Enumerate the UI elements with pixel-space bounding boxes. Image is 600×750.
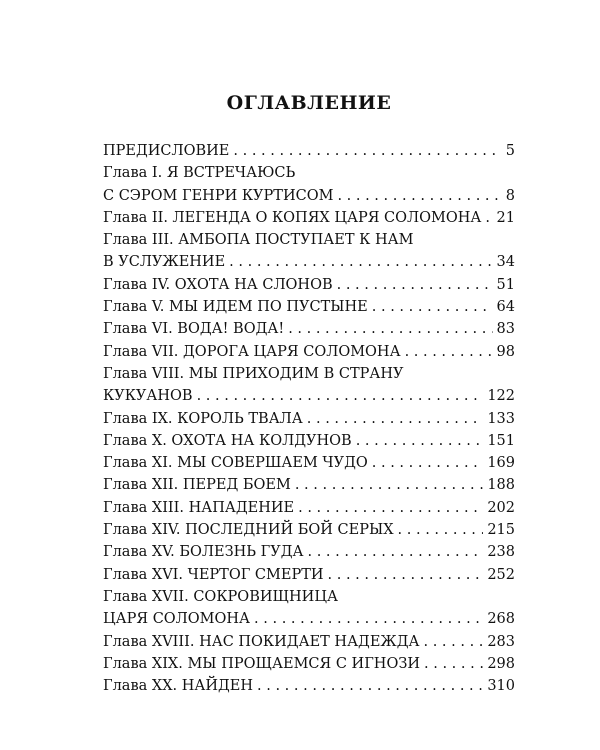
toc-entry (103, 430, 515, 452)
toc-entry-title: Глава XIX. МЫ ПРОЩАЕМСЯ С ИГНОЗИ (103, 655, 421, 672)
dot-leader (405, 341, 493, 363)
toc-entry (103, 541, 515, 563)
dot-leader (337, 274, 493, 296)
toc-entry-title: Глава XI. МЫ СОВЕРШАЕМ ЧУДО (103, 455, 368, 472)
toc-page-number: 298 (487, 655, 515, 672)
dot-leader (308, 541, 484, 563)
toc-entry (103, 408, 515, 430)
toc-entry (103, 675, 515, 697)
toc-entry-line (103, 608, 515, 630)
toc-entry-line (103, 519, 515, 541)
toc-entry-line (103, 408, 515, 430)
toc-entry-line (103, 274, 515, 296)
toc-entry-line (103, 430, 515, 452)
toc-page-number: 215 (487, 522, 515, 539)
toc-entry-title-part: Глава III. АМБОПА ПОСТУПАЕТ К НАМ (103, 232, 414, 249)
dot-leader (372, 296, 493, 318)
toc-page-number: 8 (505, 187, 515, 204)
toc-entry-title: В УСЛУЖЕНИЕ (103, 254, 226, 271)
dot-leader (307, 408, 484, 430)
toc-entry (103, 229, 515, 274)
toc-page-number: 268 (487, 611, 515, 628)
toc-entry (103, 296, 515, 318)
dot-leader (356, 430, 484, 452)
toc-entry-line (103, 385, 515, 407)
toc-entry-title: Глава X. ОХОТА НА КОЛДУНОВ (103, 432, 352, 449)
dot-leader (328, 564, 484, 586)
table-of-contents (103, 140, 515, 697)
dot-leader (337, 185, 501, 207)
toc-entry-title: Глава II. ЛЕГЕНДА О КОПЯХ ЦАРЯ СОЛОМОНА (103, 209, 482, 226)
toc-entry-title: Глава XV. БОЛЕЗНЬ ГУДА (103, 544, 304, 561)
toc-entry-title: Глава XX. НАЙДЕН (103, 678, 254, 695)
dot-leader (424, 653, 483, 675)
toc-page-number: 34 (496, 254, 515, 271)
toc-entry-title: Глава VI. ВОДА! ВОДА! (103, 321, 285, 338)
toc-entry (103, 452, 515, 474)
toc-entry-title: Глава IX. КОРОЛЬ ТВАЛА (103, 410, 303, 427)
toc-entry-line (103, 162, 515, 184)
toc-entry-line (103, 207, 515, 229)
toc-entry (103, 497, 515, 519)
toc-entry-line (103, 474, 515, 496)
toc-page-number: 151 (487, 432, 515, 449)
toc-entry (103, 207, 515, 229)
toc-page-number: 188 (487, 477, 515, 494)
toc-page-number: 283 (487, 633, 515, 650)
toc-entry (103, 140, 515, 162)
toc-entry-line (103, 251, 515, 273)
toc-entry (103, 474, 515, 496)
toc-entry-title: КУКУАНОВ (103, 388, 193, 405)
dot-leader (485, 207, 492, 229)
toc-page-number: 133 (487, 410, 515, 427)
toc-page-number: 122 (487, 388, 515, 405)
toc-page-number: 98 (496, 343, 515, 360)
toc-entry (103, 564, 515, 586)
toc-entry-line (103, 318, 515, 340)
toc-page-number: 310 (487, 678, 515, 695)
toc-entry-title-part: Глава XVII. СОКРОВИЩНИЦА (103, 588, 338, 605)
toc-entry-title: ПРЕДИСЛОВИЕ (103, 143, 230, 159)
toc-entry-title: Глава XII. ПЕРЕД БОЕМ (103, 477, 291, 494)
toc-entry (103, 341, 515, 363)
toc-page-number: 169 (487, 455, 515, 472)
toc-entry-line (103, 586, 515, 608)
toc-page-number: 5 (505, 143, 515, 159)
toc-entry-line (103, 653, 515, 675)
book-page (103, 92, 515, 697)
toc-entry-line (103, 541, 515, 563)
dot-leader (257, 675, 483, 697)
dot-leader (372, 452, 484, 474)
toc-entry-title: Глава XIV. ПОСЛЕДНИЙ БОЙ СЕРЫХ (103, 522, 394, 539)
toc-entry (103, 586, 515, 631)
dot-leader (233, 140, 501, 162)
toc-page-number: 64 (496, 299, 515, 316)
toc-entry-line (103, 185, 515, 207)
toc-entry-title: Глава XIII. НАПАДЕНИЕ (103, 499, 295, 516)
dot-leader (424, 631, 484, 653)
toc-entry-line (103, 452, 515, 474)
toc-entry-line (103, 497, 515, 519)
toc-entry-line (103, 631, 515, 653)
dot-leader (197, 385, 484, 407)
dot-leader (288, 318, 492, 340)
toc-page-number: 51 (496, 276, 515, 293)
toc-page-number: 252 (487, 566, 515, 583)
toc-entry-line (103, 341, 515, 363)
toc-entry (103, 274, 515, 296)
toc-entry-title: Глава IV. ОХОТА НА СЛОНОВ (103, 276, 333, 293)
dot-leader (229, 251, 492, 273)
toc-entry-title-part: Глава VIII. МЫ ПРИХОДИМ В СТРАНУ (103, 365, 404, 382)
toc-page-number: 238 (487, 544, 515, 561)
toc-entry (103, 162, 515, 207)
dot-leader (295, 474, 483, 496)
toc-entry-title: Глава VII. ДОРОГА ЦАРЯ СОЛОМОНА (103, 343, 401, 360)
toc-entry-title: ЦАРЯ СОЛОМОНА (103, 611, 251, 628)
toc-page-number: 83 (496, 321, 515, 338)
toc-entry (103, 653, 515, 675)
toc-entry (103, 318, 515, 340)
toc-entry-line (103, 296, 515, 318)
dot-leader (398, 519, 484, 541)
toc-entry-title-part: Глава I. Я ВСТРЕЧАЮСЬ (103, 165, 296, 182)
toc-page-number: 21 (496, 209, 515, 226)
dot-leader (254, 608, 483, 630)
toc-entry-title: С СЭРОМ ГЕНРИ КУРТИСОМ (103, 187, 334, 204)
toc-entry-line (103, 229, 515, 251)
toc-entry-title: Глава XVI. ЧЕРТОГ СМЕРТИ (103, 566, 324, 583)
toc-entry-line (103, 140, 515, 162)
dot-leader (298, 497, 483, 519)
toc-entry-title: Глава V. МЫ ИДЕМ ПО ПУСТЫНЕ (103, 299, 368, 316)
toc-entry-line (103, 564, 515, 586)
toc-entry (103, 519, 515, 541)
toc-entry-line (103, 675, 515, 697)
toc-entry-title: Глава XVIII. НАС ПОКИДАЕТ НАДЕЖДА (103, 633, 420, 650)
toc-page-number: 202 (487, 499, 515, 516)
page-title: ОГЛАВЛЕНИЕ (226, 92, 392, 114)
toc-entry (103, 363, 515, 408)
toc-entry (103, 631, 515, 653)
toc-entry-line (103, 363, 515, 385)
